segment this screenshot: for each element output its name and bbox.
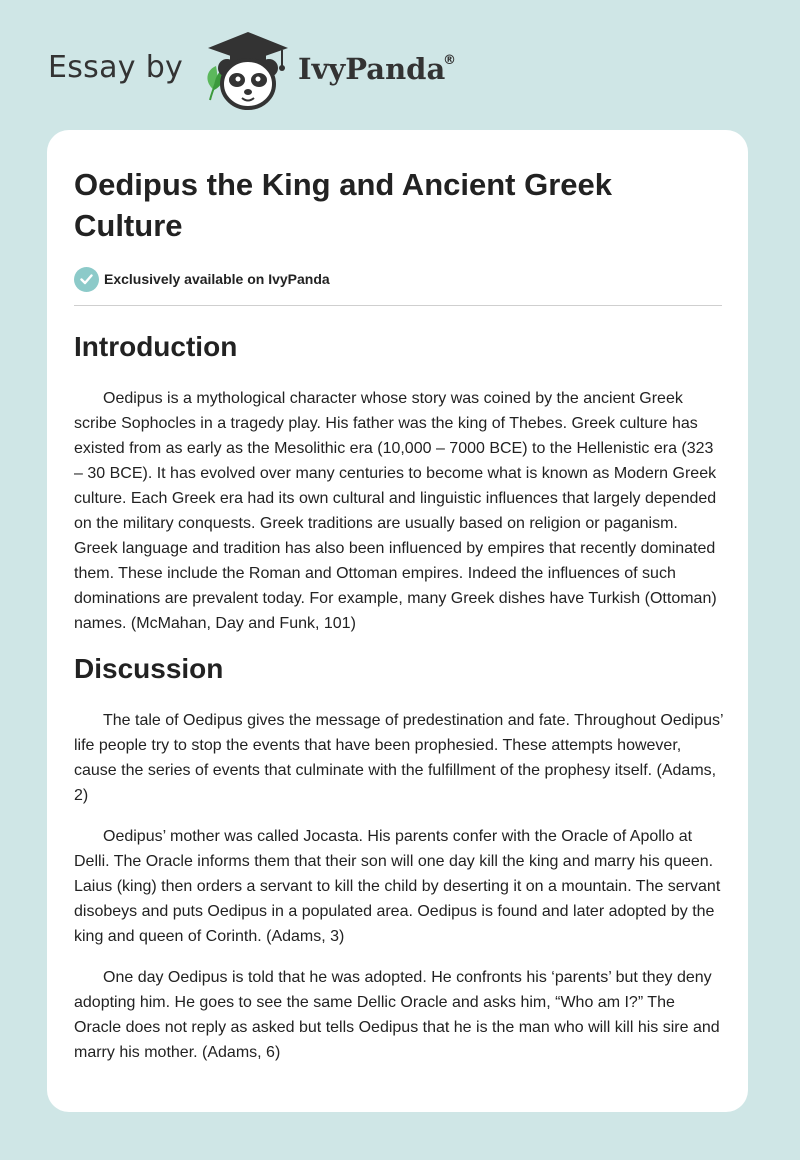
- registered-mark: ®: [443, 53, 456, 68]
- exclusive-badge: [74, 266, 722, 292]
- discussion-paragraph-1: The tale of Oedipus gives the message of predestination and fate. Throughout Oedipus’ life people try to stop the events that have been prophesied. These attempts however, cause the series of events that culminate with the fulfillment of the prophesy itself. (Adams, 2): [74, 712, 723, 804]
- site-header: [0, 0, 800, 130]
- divider: [74, 305, 722, 306]
- exclusive-badge-text: Exclusively available on IvyPanda: [104, 271, 330, 287]
- introduction-paragraph-1: Oedipus is a mythological character whose story was coined by the ancient Greek scribe Sophocles in a tragedy play. His father was the king of Thebes. Greek culture has existed from as early as the Mesolithic era (10,000 – 7000 BCE) to the Hellenistic era (323 – 30 BCE). It has evolved over many centuries to become what is known as Modern Greek culture. Each Greek era had its own cultural and linguistic influences that largely depended on the military conquests. Greek traditions are usually based on religion or paganism. Greek language and tradition has also been influenced by empires that recently dominated them. These include the Roman and Ottoman empires. Indeed the influences of such dominations are prevalent today. For example, many Greek dishes have Turkish (Ottoman) names. (McMahan, Day and Funk, 101): [74, 390, 717, 632]
- essay-card: [47, 130, 748, 1112]
- brand-name[interactable]: IvyPanda: [298, 52, 446, 86]
- panda-logo-icon[interactable]: [200, 30, 296, 112]
- page-title: Oedipus the King and Ancient Greek Culture: [74, 167, 612, 243]
- section-heading-discussion: Discussion: [74, 653, 224, 684]
- section-heading-introduction: Introduction: [74, 331, 238, 362]
- brand-prefix: Essay by: [48, 50, 184, 85]
- discussion-paragraph-3: One day Oedipus is told that he was adopted. He confronts his ‘parents’ but they deny adopting him. He goes to see the same Dellic Oracle and asks him, “Who am I?” The Oracle does not reply as asked but tells Oedipus that he is the man who will kill his sire and marry his mother. (Adams, 6): [74, 969, 720, 1061]
- check-icon: [74, 267, 99, 292]
- discussion-paragraph-2: Oedipus’ mother was called Jocasta. His parents confer with the Oracle of Apollo at Delli. The Oracle informs them that their son will one day kill the king and marry his queen. Laius (king) then orders a servant to kill the child by deserting it on a mountain. The servant disobeys and puts Oedipus in a populated area. Oedipus is found and later adopted by the king and queen of Corinth. (Adams, 3): [74, 828, 721, 945]
